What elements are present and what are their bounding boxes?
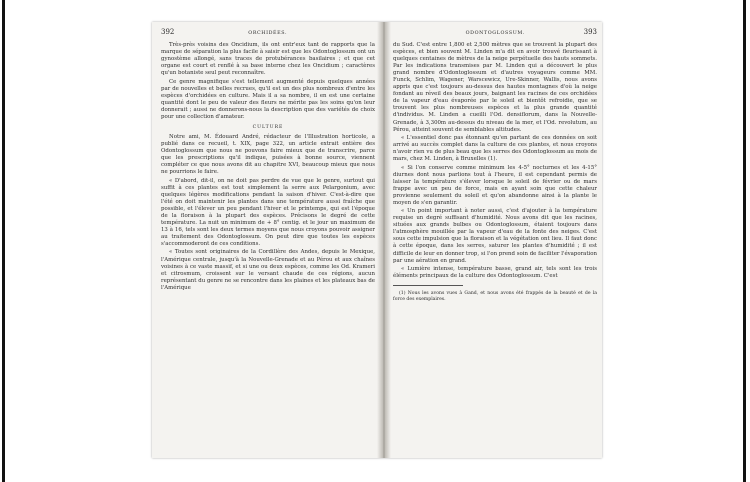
culture-paragraph-3: « Toutes sont originaires de la Cordillère des Andes, depuis le Mexique, l'Amérique centrale, jusqu'à la Nouvelle-Grenade et au Pérou et aux chaînes voisines à ce vaste massif, et si une ou deux espèces, comme les Od. Krameri et citrosmum, croissent sur le versant chaude de ces régions, aucun représentant du genre ne se rencontre dans les plaines et les plateaux bas de l'Amérique	[161, 249, 375, 291]
left-paragraph-1: Très-près voisins des Oncidium, ils ont entr'eux tant de rapports que la marque de séparation la plus facile à saisir est que les Odontoglossum ont un gynostème allongé, sans traces de protubérances basilaires ; et que cet organe est court et renflé à sa base interne chez les Oncidium ; caractères qu'un botaniste seul peut reconnaître.	[161, 42, 375, 77]
scan-edge-right	[743, 0, 746, 482]
right-paragraph-1: du Sud. C'est entre 1,800 et 2,500 mètres que se trouvent la plupart des espèces, et bien souvent M. Linden m'a dit en avoir trouvé fleurissant à quelques centaines de mètres de la neige perpétuelle des hauts sommets. Par les indications transmises par M. Linden qui a découvert le plus grand nombre d'Odontoglossum et d'autres voyageurs comme MM. Funck, Schlim, Wagener, Warscewicz, Ure-Skinner, Wallis, nous avons appris que c'est toujours au-dessus des hautes montagnes d'où la neige fondant au réveil des beaux jours, baignant les racines de ces orchidées de la vapeur d'eau évaporée par le soleil et bientôt refroidie, que se trouvent les plus nombreuses espèces et la plus grande quantité d'individus. M. Linden a cueilli l'Od. densiflorum, dans la Nouvelle-Grenade, à 3,300m au-dessus du niveau de la mer, et l'Od. revolutum, au Pérou, atteint souvent de semblables altitudes.	[393, 42, 597, 133]
left-running-head: ORCHIDÉES.	[248, 31, 288, 36]
right-page	[393, 28, 597, 452]
left-paragraph-2: Ce genre magnifique s'est tellement augmenté depuis quelques années par de nouvelles et belles recrues, qu'il est un des plus nombreux d'entre les espèces d'orchidées en culture. Mais il a sa nombre, il en est une certaine quantité dont le peu de valeur des fleurs ne mérite pas les soins qu'on leur donnerait ; aussi ne donnerons-nous la description que des variétés de choix pour une collection d'amateur.	[161, 78, 375, 120]
right-paragraph-4: « Un point important à noter aussi, c'est d'ajouter à la température requise un degré suffisant d'humidité. Nous avons dit que les racines, situées aux grands bulbes ou Odontoglossum, étaient toujours dans l'atmosphère mouillée par la vapeur d'eau de la fonte des neiges. C'est sous cette impulsion que la floraison et la végétation ont lieu. Il faut donc à cette époque, dans les serres, saturer les plantes d'humidité ; il est difficile de leur en donner trop, si l'on prend soin de faciliter l'évaporation par une aération en grand.	[393, 208, 597, 264]
right-page-header	[393, 28, 597, 38]
left-page-header	[161, 28, 375, 38]
left-page	[161, 28, 375, 452]
book-gutter	[377, 22, 391, 458]
scan-edge-left	[2, 0, 5, 482]
book-spread	[152, 22, 602, 458]
left-page-number: 392	[161, 28, 175, 36]
right-running-head: ODONTOGLOSSUM.	[465, 31, 525, 36]
right-paragraph-3: « Si l'on conserve comme minimum les 4-5° nocturnes et les 4-15° diurnes dont nous parlions tout à l'heure, il est cependant permis de laisser la température s'élever lorsque le soleil de février ou de mars frappe avec un peu de force, mais en ayant soin que cette chaleur provienne seulement du soleil et qu'on abandonne ainsi à la plante le moyen de s'en garantir.	[393, 164, 597, 206]
culture-paragraph-1: Notre ami, M. Édouard André, rédacteur de l'Illustration horticole, a publié dans ce recueil, t. XIX, page 322, un article extrait entière des Odontoglossum que nous ne pouvons faire mieux que de transcrire, parce que les prescriptions qu'il indique, puisées à bonne source, viennent compléter ce que nous avons dit au chapitre XVI, beaucoup mieux que nous ne pourrions le faire.	[161, 133, 375, 176]
footnote: (1) Nous les avons vues à Gand, et nous avons été frappés de la beauté et de la force des exemplaires.	[393, 290, 597, 302]
right-paragraph-2: « L'essentiel donc pas étonnant qu'en partant de ces données on soit arrivé au succès complet dans la culture de ces plantes, et nous croyons n'avoir rien vu de plus beau que les serres des Odontoglossum au mois de mars, chez M. Linden, à Bruxelles (1).	[393, 135, 597, 163]
right-page-number: 393	[583, 28, 597, 36]
section-title-culture: CULTURE	[252, 124, 284, 130]
footnote-rule	[393, 285, 463, 286]
culture-paragraph-2: « D'abord, dit-il, on ne doit pas perdre de vue que le genre, surtout qui suffit à ces plantes est tout simplement la serre aux Pelargonium, avec quelques légères modifications pendant la saison d'hiver. C'est-à-dire que l'été on doit maintenir les plantes dans une température aussi fraîche que possible, et l'élever un peu pendant l'hiver et le printemps, qui est l'époque de la floraison à la plupart des espèces. Précisons le degré de cette température. La nuit un minimum de + 8° centig. et le jour un maximum de 13 à 16, tels sont les deux termes moyens que nous croyons pouvoir assigner au traitement des Odontoglossum. On peut dire que toutes les espèces s'accommoderont de ces conditions.	[161, 177, 375, 248]
right-paragraph-5: « Lumière intense, température basse, grand air, tels sont les trois éléments principaux de la culture des Odontoglossum. C'est	[393, 266, 597, 280]
